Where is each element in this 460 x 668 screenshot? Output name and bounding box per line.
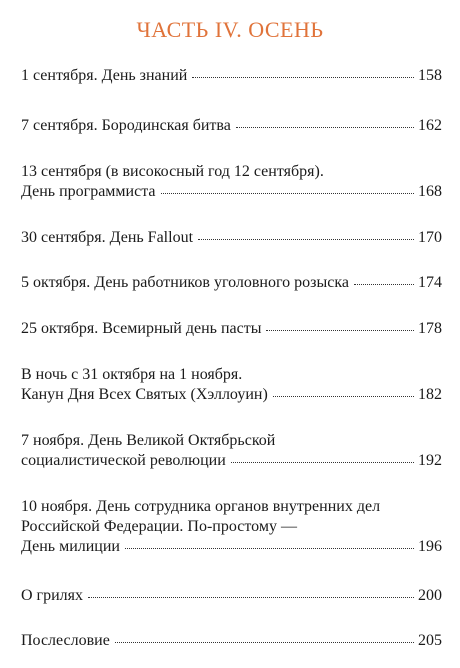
toc-page-number: 168	[418, 183, 442, 200]
dot-leader	[125, 548, 414, 549]
toc-entry[interactable]	[21, 586, 442, 606]
toc-entry[interactable]	[21, 162, 442, 202]
toc-page-number: 174	[418, 274, 442, 291]
toc-entry[interactable]	[21, 431, 442, 471]
toc-entry-title: 10 ноября. День сотрудника органов внутренних дел	[21, 498, 381, 515]
toc-entry-title: День программиста	[21, 183, 156, 200]
toc-entry-title: 30 сентября. День Fallout	[21, 229, 194, 246]
dot-leader	[192, 77, 414, 78]
toc-page-number: 200	[418, 587, 442, 604]
toc-entry[interactable]	[21, 365, 442, 405]
toc-entry[interactable]	[21, 66, 442, 86]
dot-leader	[161, 193, 415, 194]
toc-page-number: 205	[418, 632, 442, 649]
toc-page-number: 162	[418, 117, 442, 134]
toc-entry-title: 13 сентября (в високосный год 12 сентября).	[21, 163, 324, 180]
toc-entry-title: День милиции	[21, 538, 120, 555]
toc-entry[interactable]	[21, 116, 442, 136]
dot-leader	[354, 284, 414, 285]
page-title: ЧАСТЬ IV. ОСЕНЬ	[136, 17, 324, 42]
dot-leader	[198, 239, 414, 240]
dot-leader	[88, 597, 414, 598]
toc-page-number: 182	[418, 386, 442, 403]
toc-entry[interactable]	[21, 228, 442, 248]
dot-leader	[273, 396, 414, 397]
toc-entry-title: 7 сентября. Бородинская битва	[21, 117, 231, 134]
dot-leader	[266, 330, 414, 331]
toc-entry[interactable]	[21, 319, 442, 339]
toc-entry[interactable]	[21, 631, 442, 651]
toc-page-number: 192	[418, 452, 442, 469]
toc-entry-title: Послесловие	[21, 632, 110, 649]
toc-entry-title: В ночь с 31 октября на 1 ноября.	[21, 366, 243, 383]
dot-leader	[231, 462, 414, 463]
toc-page-number: 170	[418, 229, 442, 246]
toc-entry-title: социалистической революции	[21, 452, 226, 469]
toc-entry[interactable]	[21, 273, 442, 293]
dot-leader	[115, 642, 414, 643]
toc-entry-title: О грилях	[21, 587, 84, 604]
toc-page-number: 196	[418, 538, 442, 555]
toc-entry-title: 25 октября. Всемирный день пасты	[21, 320, 262, 337]
toc-page-number: 158	[418, 67, 442, 84]
toc-entry-title: Российской Федерации. По-простому —	[21, 518, 297, 535]
toc-entry-title: 5 октября. День работников уголовного розыска	[21, 274, 349, 291]
toc-entry-title: Канун Дня Всех Святых (Хэллоуин)	[21, 386, 268, 403]
toc-page-number: 178	[418, 320, 442, 337]
dot-leader	[236, 127, 414, 128]
toc-entry-title: 1 сентября. День знаний	[21, 67, 188, 84]
toc-entry[interactable]	[21, 497, 442, 557]
toc-entry-title: 7 ноября. День Великой Октябрьской	[21, 432, 276, 449]
